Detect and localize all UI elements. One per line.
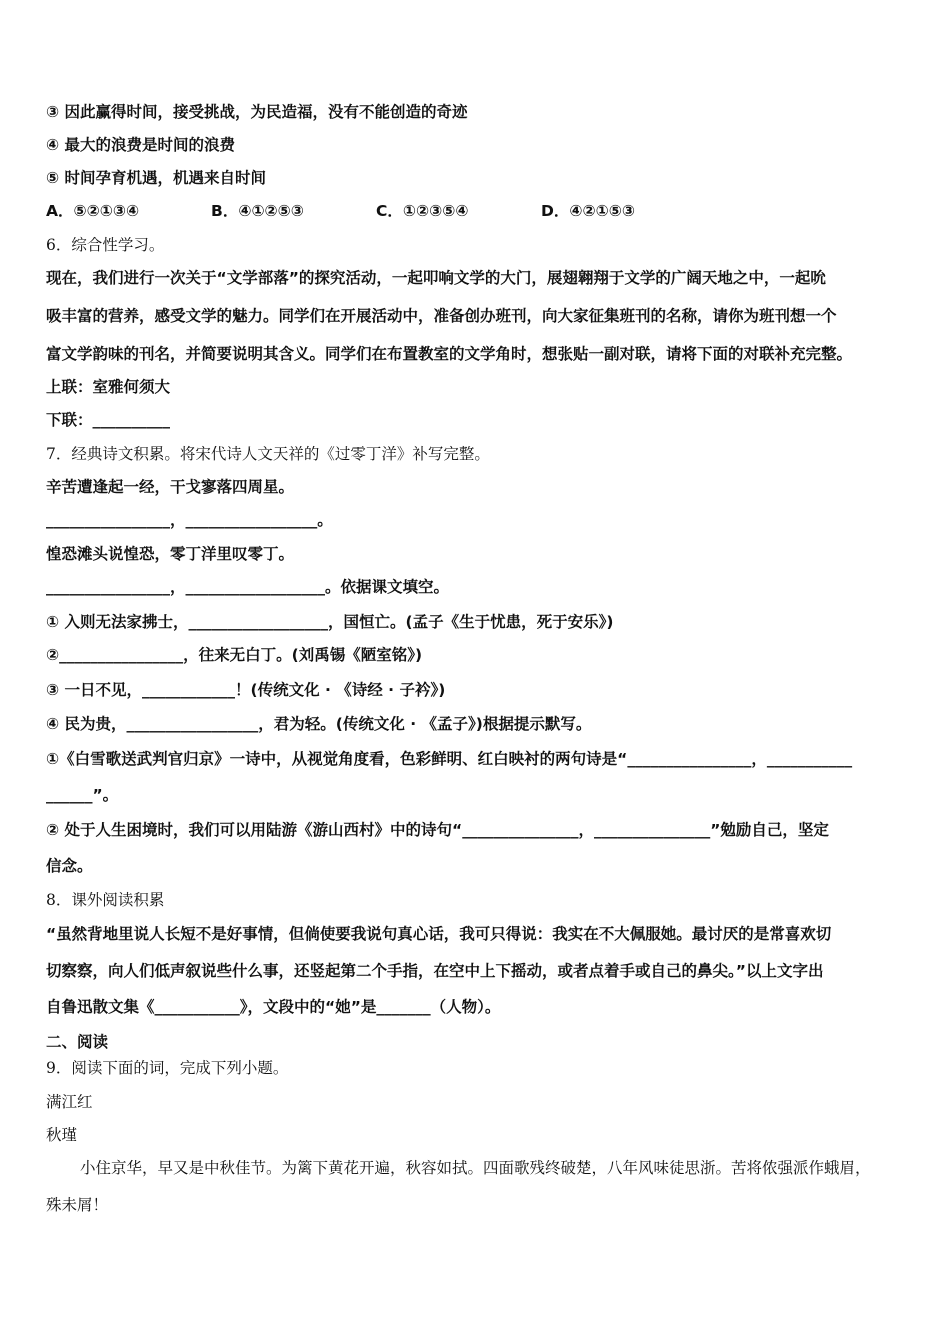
recall-item-2: ② 处于人生困境时，我们可以用陆游《游山西村》中的诗句“_______________，_______________”勉励自己，坚定 [46,821,829,839]
question-6-text-3: 富文学韵味的刊名，并简要说明其含义。同学们在布置教室的文学角时，想张贴一副对联，请将下面的对联补充完整。 [46,345,853,363]
poem-line-2: 惶恐滩头说惶恐，零丁洋里叹零丁。 [46,545,295,563]
fill-item-3: ③ 一日不见，____________！(传统文化 · 《诗经 · 子衿》) [46,681,446,699]
fill-item-1: ① 入则无法家拂士，__________________，国恒亡。(孟子《生于忧患，死于安乐》) [46,613,614,631]
recall-item-1-cont: ______”。 [46,786,119,804]
poem-author: 秋瑾 [46,1126,78,1144]
blank-line-2: ________________，__________________。依据课文填空。 [46,578,450,596]
option-item-3: ③ 因此赢得时间，接受挑战，为民造福，没有不能创造的奇迹 [46,103,468,121]
recall-item-2-cont: 信念。 [46,857,93,875]
question-7-title: 7．经典诗文积累。将宋代诗人文天祥的《过零丁洋》补写完整。 [46,445,490,463]
fill-item-4: ④ 民为贵，_________________，君为轻。(传统文化 · 《孟子》)根据提示默写。 [46,715,592,733]
couplet-up: 上联：室雅何须大 [46,378,171,396]
question-6-text-2: 吸丰富的营养，感受文学的魅力。同学们在开展活动中，准备创办班刊，向大家征集班刊的名称，请你为班刊想一个 [46,307,837,325]
option-item-5: ⑤ 时间孕育机遇，机遇来自时间 [46,169,267,187]
option-item-4: ④ 最大的浪费是时间的浪费 [46,136,236,154]
question-8-title: 8．课外阅读积累 [46,891,165,909]
poem-text-1: 小住京华，早又是中秋佳节。为篱下黄花开遍，秋容如拭。四面歌残终破楚，八年风味徒思浙。苦将侬强派作蛾眉， [80,1159,871,1177]
fill-item-2: ②________________，往来无白丁。(刘禹锡《陋室铭》) [46,646,423,664]
question-8-text-1: “虽然背地里说人长短不是好事情，但倘使要我说句真心话，我可只得说：我实在不大佩服她。最讨厌的是常喜欢切 [46,925,832,943]
question-9-title: 9．阅读下面的词，完成下列小题。 [46,1059,289,1077]
couplet-down: 下联：__________ [46,411,171,429]
blank-line-1: ________________，_________________。 [46,511,333,529]
answer-options [46,201,706,221]
question-6-title: 6．综合性学习。 [46,236,165,254]
question-8-text-2: 切察察，向人们低声叙说些什么事，还竖起第二个手指，在空中上下摇动，或者点着手或自己的鼻尖。”以上文字出 [46,962,824,980]
option-a: A．⑤②①③④ [46,202,140,220]
poem-line-1: 辛苦遭逢起一经，干戈寥落四周星。 [46,478,295,496]
option-c: C．①②③⑤④ [376,202,469,220]
question-6-text-1: 现在，我们进行一次关于“文学部落”的探究活动，一起叩响文学的大门，展翅翱翔于文学的广阔天地之中，一起吮 [46,269,826,287]
section-heading: 二、阅读 [46,1033,109,1051]
poem-text-2: 殊未屑！ [46,1196,109,1214]
poem-title: 满江红 [46,1093,93,1111]
option-b: B．④①②⑤③ [211,202,304,220]
option-d: D．④②①⑤③ [541,202,635,220]
recall-item-1: ①《白雪歌送武判官归京》一诗中，从视觉角度看，色彩鲜明、红白映衬的两句诗是“________________，___________ [46,750,853,768]
question-8-text-3: 自鲁迅散文集《___________》，文段中的“她”是_______（人物）。 [46,998,501,1016]
